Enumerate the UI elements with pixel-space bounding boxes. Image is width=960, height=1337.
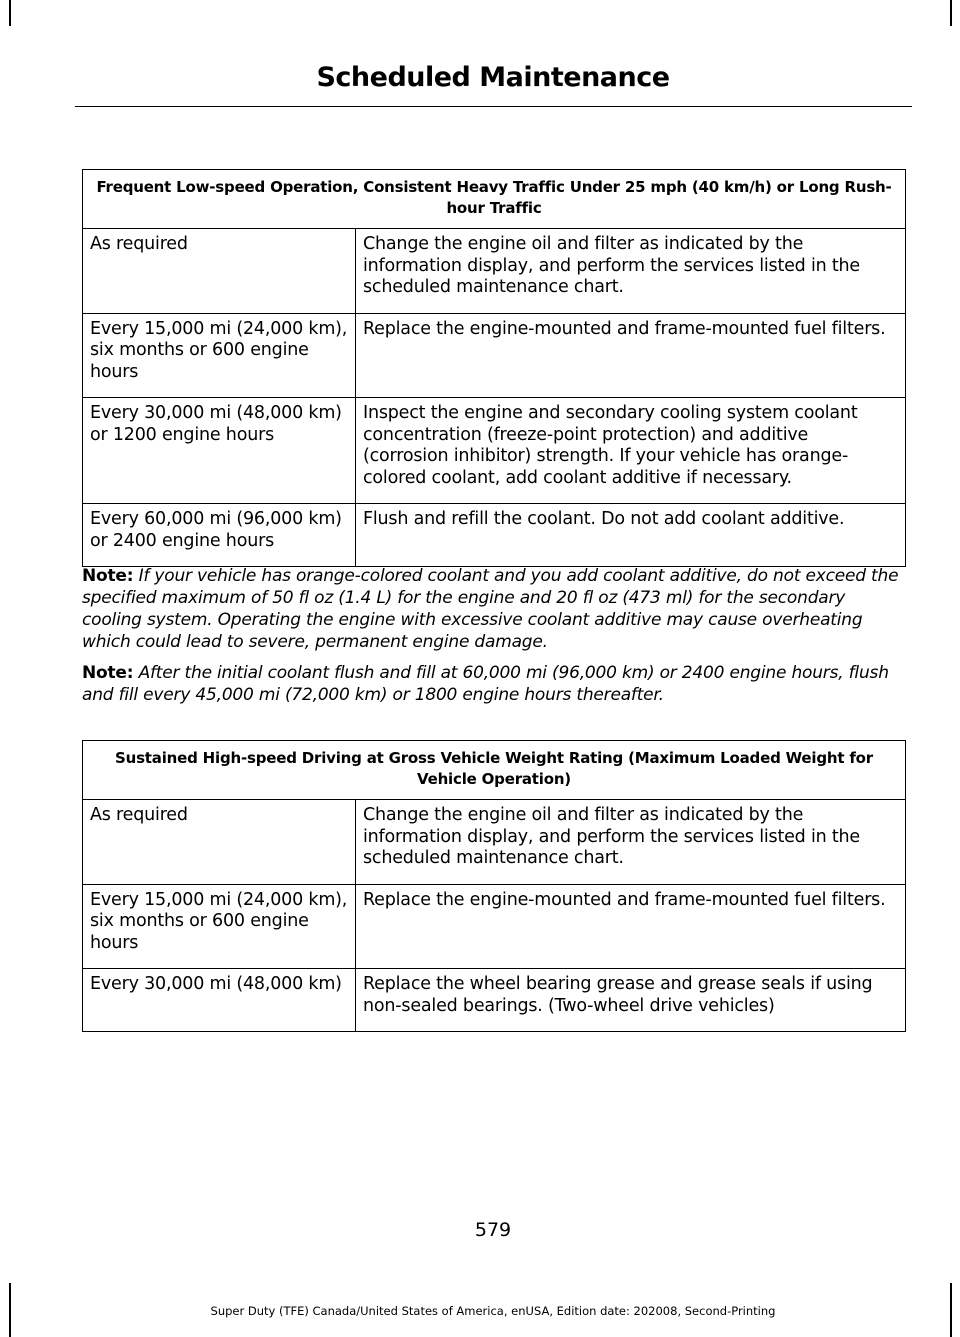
notes-section [82, 565, 905, 715]
crop-mark-top-right [950, 0, 952, 26]
action-cell: Change the engine oil and filter as indicated by the information display, and perform the services listed in the scheduled maintenance chart. [356, 800, 906, 885]
table-header-row [83, 741, 906, 800]
table-row [83, 969, 906, 1032]
action-cell: Replace the engine-mounted and frame-mounted fuel filters. [356, 313, 906, 398]
table-row [83, 313, 906, 398]
note-paragraph [82, 662, 905, 706]
action-cell: Replace the engine-mounted and frame-mounted fuel filters. [356, 884, 906, 969]
page-title: Scheduled Maintenance [316, 62, 670, 93]
table-row [83, 884, 906, 969]
interval-cell: Every 60,000 mi (96,000 km) or 2400 engine hours [83, 504, 356, 567]
high-speed-maintenance-table [82, 740, 906, 1032]
header-divider [75, 106, 912, 107]
table-row [83, 398, 906, 504]
page-number: 579 [474, 1219, 512, 1241]
action-cell: Change the engine oil and filter as indicated by the information display, and perform the services listed in the scheduled maintenance chart. [356, 229, 906, 314]
action-cell: Replace the wheel bearing grease and grease seals if using non-sealed bearings. (Two-wheel drive vehicles) [356, 969, 906, 1032]
footer-edition-info: Super Duty (TFE) Canada/United States of America, enUSA, Edition date: 202008, Second-Printing [210, 1304, 776, 1318]
interval-cell: Every 30,000 mi (48,000 km) [83, 969, 356, 1032]
table-row [83, 229, 906, 314]
note-text: After the initial coolant flush and fill at 60,000 mi (96,000 km) or 2400 engine hours, flush and fill every 45,000 mi (72,000 km) or 1800 engine hours thereafter. [82, 663, 889, 705]
action-cell: Inspect the engine and secondary cooling system coolant concentration (freeze-point protection) and additive (corrosion inhibitor) strength. If your vehicle has orange-colored coolant, add coolant additive if necessary. [356, 398, 906, 504]
crop-mark-top-left [9, 0, 11, 26]
table-row [83, 504, 906, 567]
interval-cell: Every 15,000 mi (24,000 km), six months or 600 engine hours [83, 884, 356, 969]
table-header-row [83, 170, 906, 229]
interval-cell: As required [83, 229, 356, 314]
table-heading: Sustained High-speed Driving at Gross Vehicle Weight Rating (Maximum Loaded Weight for Vehicle Operation) [83, 741, 906, 800]
action-cell: Flush and refill the coolant. Do not add coolant additive. [356, 504, 906, 567]
interval-cell: As required [83, 800, 356, 885]
note-label: Note: [82, 663, 134, 683]
interval-cell: Every 30,000 mi (48,000 km) or 1200 engine hours [83, 398, 356, 504]
interval-cell: Every 15,000 mi (24,000 km), six months or 600 engine hours [83, 313, 356, 398]
low-speed-maintenance-table [82, 169, 906, 567]
note-text: If your vehicle has orange-colored coolant and you add coolant additive, do not exceed the specified maximum of 50 fl oz (1.4 L) for the engine and 20 fl oz (473 ml) for the secondary cooling system. Operating the engine with excessive coolant additive may cause overheating which could lead to severe, permanent engine damage. [82, 566, 899, 652]
note-paragraph [82, 565, 905, 653]
table-row [83, 800, 906, 885]
note-label: Note: [82, 566, 134, 586]
table-heading: Frequent Low-speed Operation, Consistent Heavy Traffic Under 25 mph (40 km/h) or Long Rush-hour Traffic [83, 170, 906, 229]
